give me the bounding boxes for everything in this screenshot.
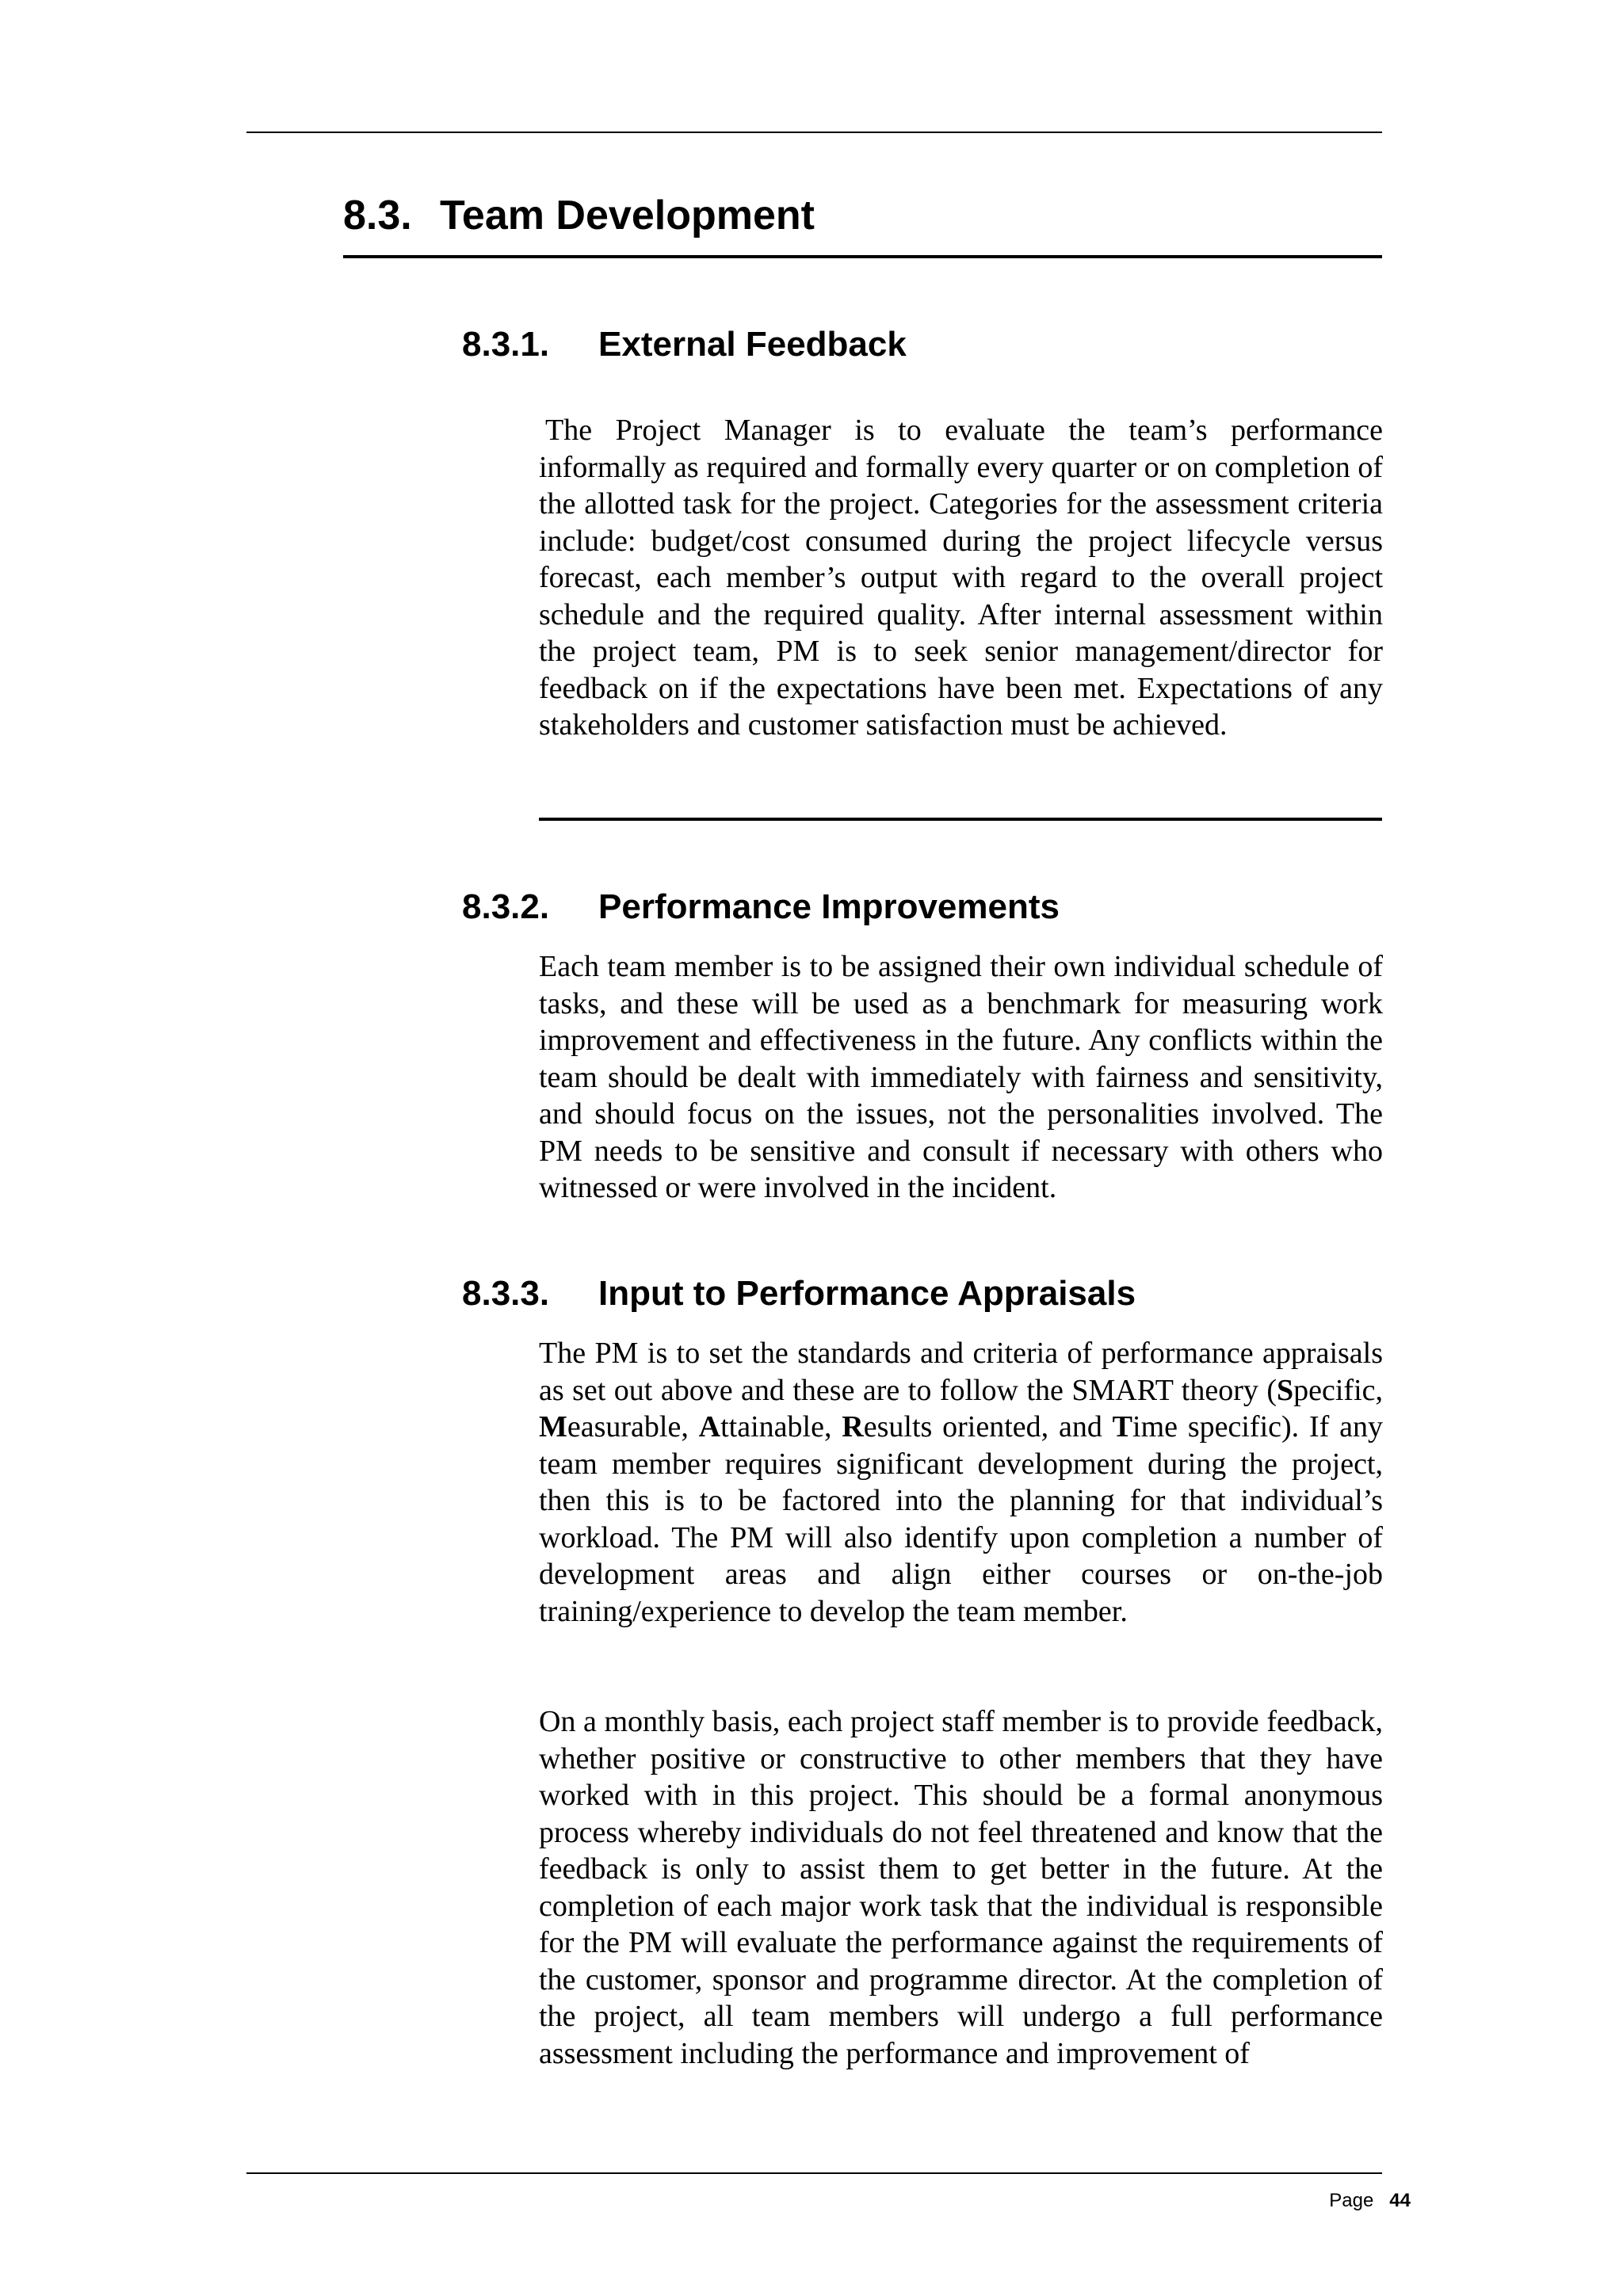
- smart-tail-text: If any team member requires significant development during the project, then this is to be factored into the planning for that individual’s workload. The PM will also identify upon completion a number of development areas and align either courses or on-the-job training/experience to develop the team member.: [539, 1410, 1383, 1628]
- section-heading-underline: [343, 255, 1382, 258]
- subsection-number: 8.3.2.: [462, 887, 550, 926]
- subsection-title: Performance Improvements: [598, 887, 1060, 926]
- subsection-number: 8.3.1.: [462, 325, 550, 364]
- section-title: Team Development: [440, 193, 815, 238]
- section-number: 8.3.: [343, 193, 412, 238]
- subsection-heading-external-feedback: [462, 325, 1381, 364]
- page-label: Page: [1329, 2190, 1374, 2211]
- subsection-title: External Feedback: [598, 325, 907, 364]
- smart-rest-t: ime specific).: [1132, 1410, 1300, 1444]
- smart-initial-s: S: [1276, 1373, 1294, 1407]
- smart-initial-m: M: [539, 1410, 567, 1444]
- paragraph-monthly-feedback: On a monthly basis, each project staff member is to provide feedback, whether positive or constructive to other members that they have worked with in this project. This should be a formal anonymous process whereby individuals do not feel threatened and know that the feedback is only to assist them to get better in the future. At the completion of each major work task that the individual is responsible for the PM will evaluate the performance against the requirements of the customer, sponsor and programme director. At the completion of the project, all team members will undergo a full performance assessment including the performance and improvement of: [539, 1705, 1383, 2070]
- paragraph-performance-improvements: Each team member is to be assigned their own individual schedule of tasks, and these will be used as a benchmark for measuring work improvement and effectiveness in the future. Any conflicts within the team should be dealt with immediately with fairness and sensitivity, and should focus on the issues, not the personalities involved. The PM needs to be sensitive and consult if necessary with others who witnessed or were involved in the incident.: [539, 950, 1383, 1204]
- smart-rest-m: easurable,: [567, 1410, 699, 1444]
- smart-initial-r: R: [842, 1410, 864, 1444]
- subsection-heading-performance-improvements: [462, 887, 1381, 927]
- smart-lead-text: The PM is to set the standards and criteria of performance appraisals as set out above and these are to follow the SMART theory (: [539, 1337, 1383, 1407]
- section-heading: [343, 192, 1381, 239]
- paragraph-smart-theory: [539, 1335, 1383, 1630]
- page-number: 44: [1389, 2190, 1411, 2211]
- subsection-heading-performance-appraisals: [462, 1274, 1381, 1314]
- smart-rest-r: esults oriented, and: [863, 1410, 1113, 1444]
- smart-rest-s: pecific,: [1293, 1373, 1383, 1407]
- subsection-title: Input to Performance Appraisals: [598, 1274, 1136, 1313]
- smart-initial-t: T: [1112, 1410, 1133, 1444]
- paragraph-external-feedback: The Project Manager is to evaluate the team’s performance informally as required and formally every quarter or on completion of the allotted task for the project. Categories for the assessment criteria include: budget/cost consumed during the project lifecycle versus forecast, each member’s output with regard to the overall project schedule and the required quality. After internal assessment within the project team, PM is to seek senior management/director for feedback on if the expectations have been met. Expectations of any stakeholders and customer satisfaction must be achieved.: [539, 414, 1383, 742]
- page-footer: [1268, 2190, 1411, 2212]
- footer-rule: [246, 2172, 1382, 2174]
- header-rule: [246, 132, 1382, 133]
- subsection-number: 8.3.3.: [462, 1274, 550, 1313]
- smart-initial-a: A: [698, 1410, 721, 1444]
- smart-rest-a: ttainable,: [720, 1410, 842, 1444]
- subsection-divider: [539, 818, 1382, 821]
